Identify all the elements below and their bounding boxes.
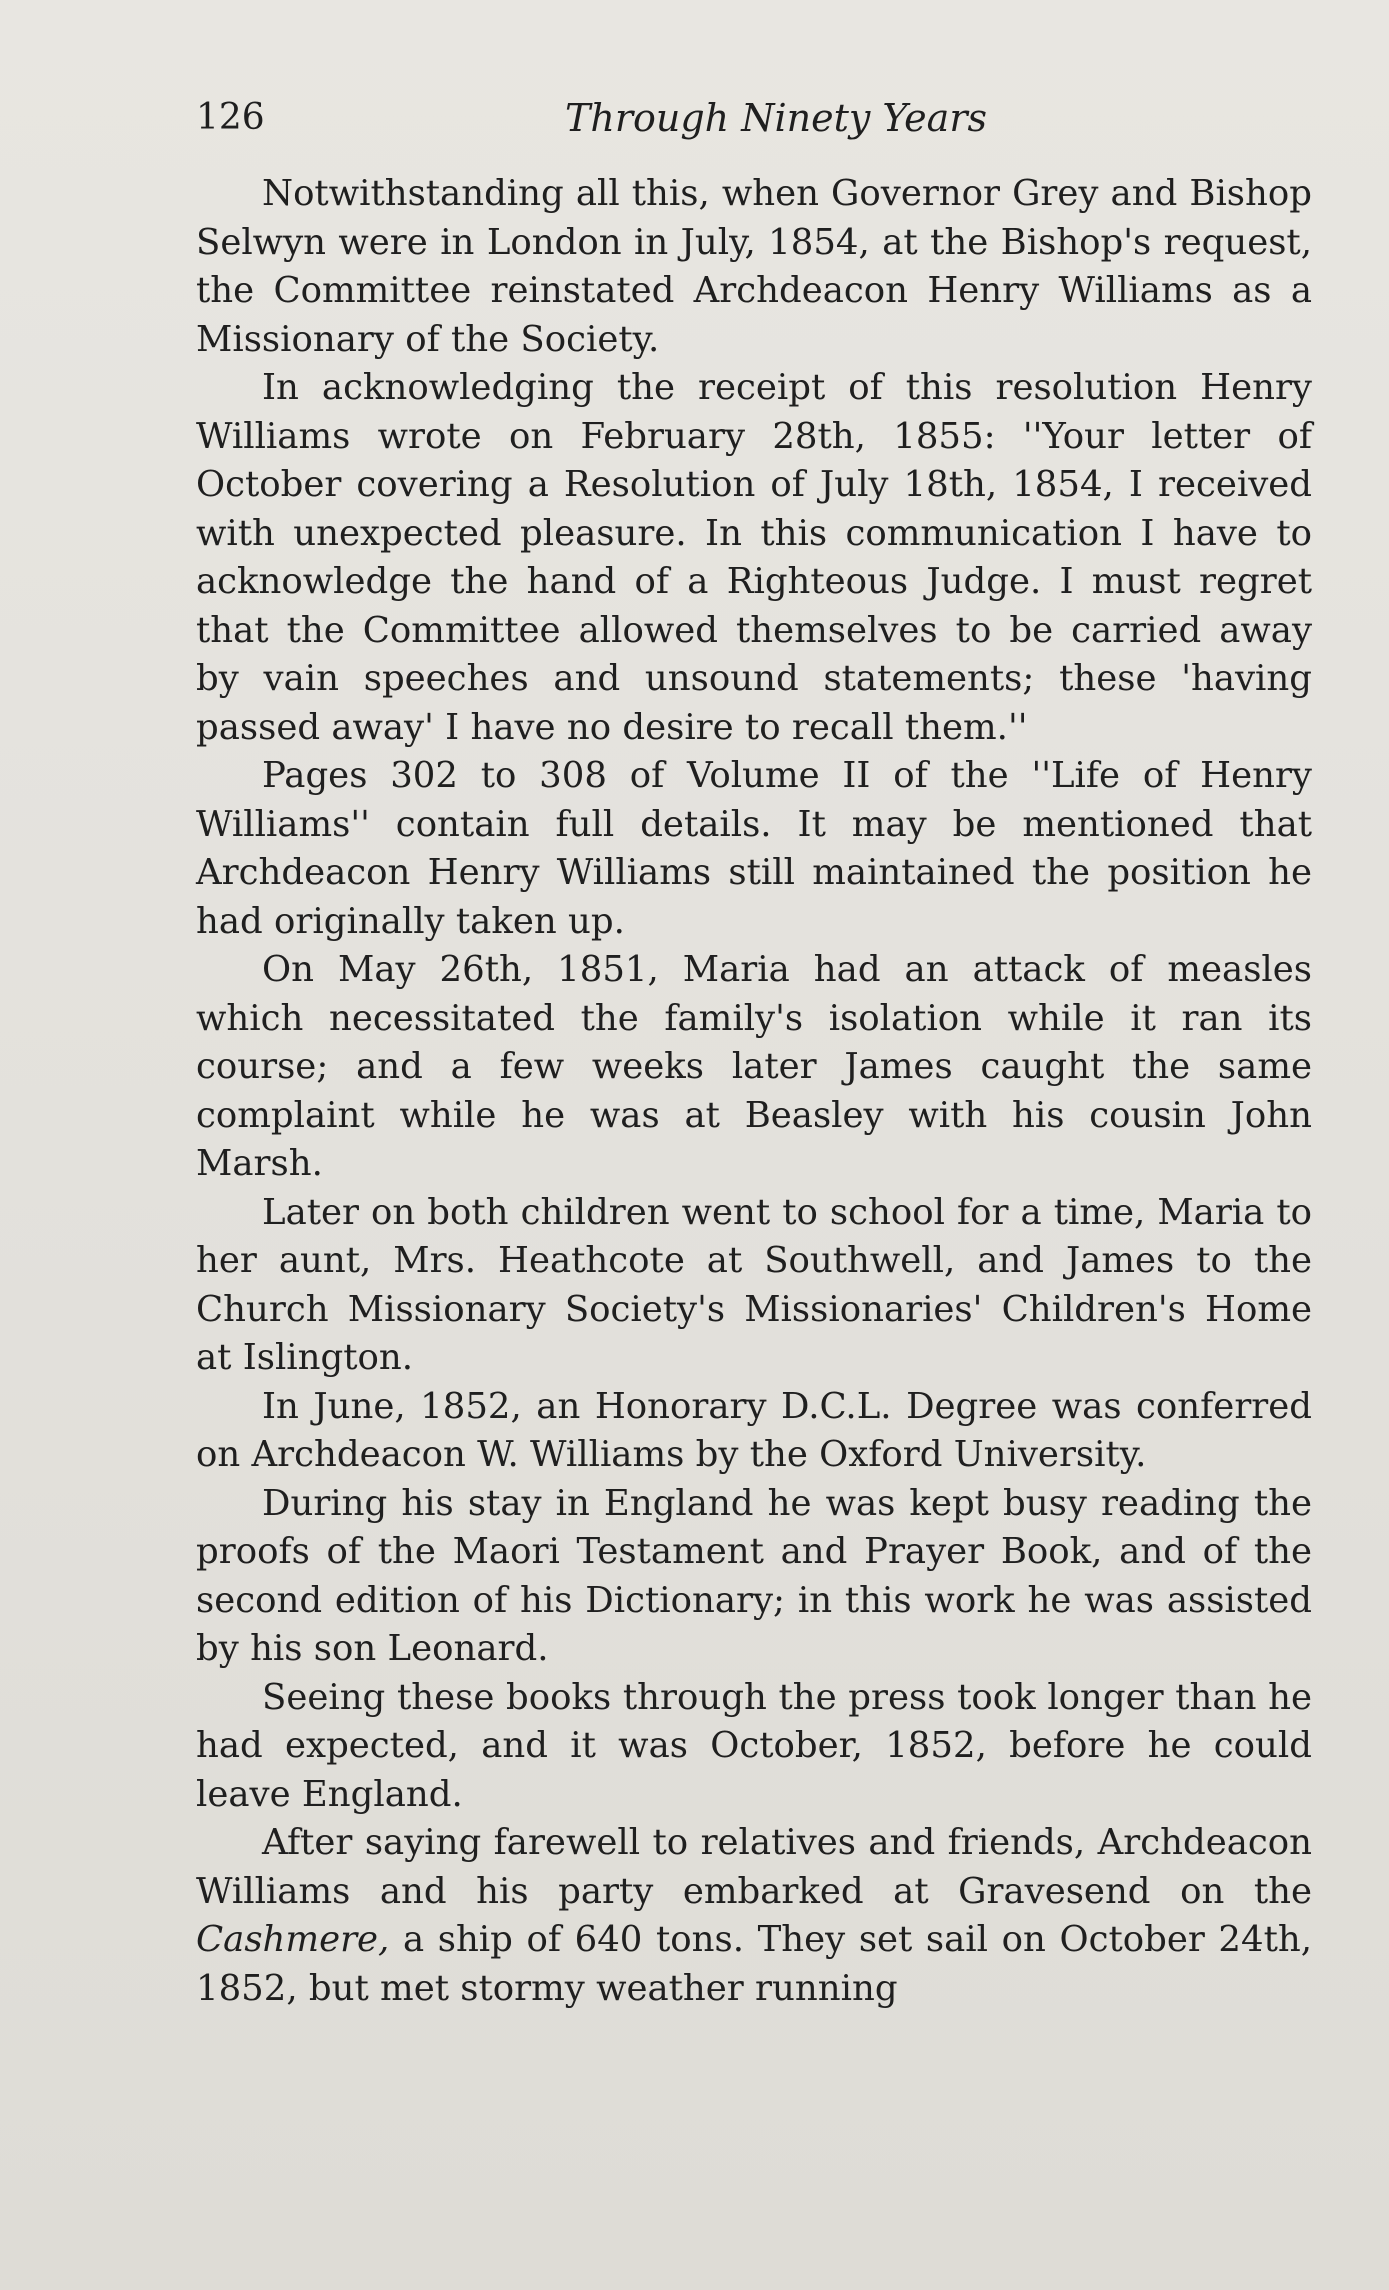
body-text	[196, 170, 1312, 2013]
paragraph-reinstatement: Notwithstanding all this, when Governor Grey and Bishop Selwyn were in London in July, 1854, at the Bishop's request, the Committee reinstated Archdeacon Henry Williams as a Missionary of the Society.	[196, 173, 1312, 360]
page-number: 126	[196, 97, 265, 138]
paragraph-letter: In acknowledging the receipt of this resolution Henry Williams wrote on February 28th, 1855: ''Your letter of October covering a Resolution of July 18th, 1854, I received with unexpected pleasure. In this communication I have to acknowledge the hand of a Righteous Judge. I must regret that the Committee allowed themselves to be carried away by vain speeches and unsound statements; these 'having passed away' I have no desire to recall them.''	[196, 367, 1312, 748]
embarkation-text-after: a ship of 640 tons. They set sail on October 24th, 1852, but met stormy weather running	[196, 1919, 1312, 2009]
paragraph-measles: On May 26th, 1851, Maria had an attack of measles which necessitated the family's isolation while it ran its course; and a few weeks later James caught the same complaint while he was at Beasley with his cousin John Marsh.	[196, 949, 1312, 1184]
paragraph-proofs: During his stay in England he was kept busy reading the proofs of the Maori Testament and Prayer Book, and of the second edition of his Dictionary; in this work he was assisted by his son Leonard.	[196, 1482, 1312, 1669]
running-title: Through Ninety Years	[565, 96, 987, 140]
paragraph-life-of-henry-williams: Pages 302 to 308 of Volume II of the ''Life of Henry Williams'' contain full details. It may be mentioned that Archdeacon Henry Williams still maintained the position he had originally taken up.	[196, 755, 1312, 942]
paragraph-leave-england: Seeing these books through the press took longer than he had expected, and it was October, 1852, before he could leave England.	[196, 1676, 1312, 1815]
page-header	[196, 88, 1316, 148]
embarkation-text-before: After saying farewell to relatives and friends, Archdeacon Williams and his party embarked at Gravesend on the	[196, 1822, 1312, 1912]
paragraph-dcl-degree: In June, 1852, an Honorary D.C.L. Degree was conferred on Archdeacon W. Williams by the Oxford University.	[196, 1385, 1312, 1475]
paragraph-school: Later on both children went to school for a time, Maria to her aunt, Mrs. Heathcote at Southwell, and James to the Church Missionary Society's Missionaries' Children's Home at Islington.	[196, 1191, 1312, 1378]
ship-name: Cashmere,	[196, 1919, 390, 1960]
paragraph-embarkation	[196, 1819, 1312, 2013]
